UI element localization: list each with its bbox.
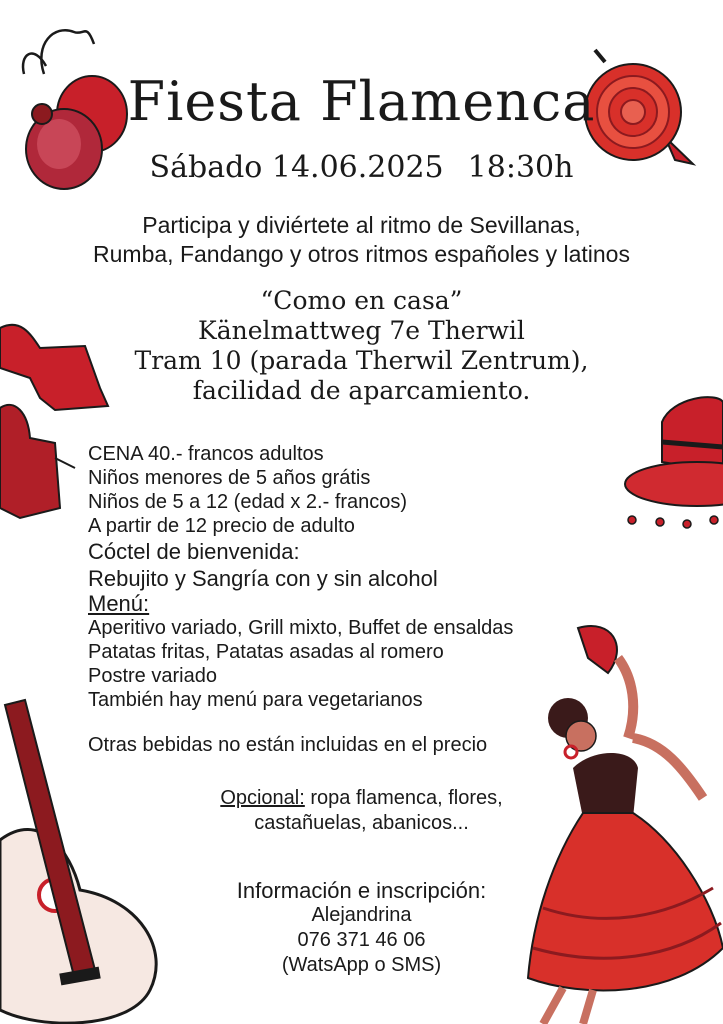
contact-name: Alejandrina [311, 904, 412, 926]
optional-items: ropa flamenca, flores, [304, 787, 503, 809]
flamenco-hat-icon [622, 392, 723, 532]
intro-line: Participa y diviértete al ritmo de Sevillanas, [142, 212, 581, 238]
cocktail-line: Rebujito y Sangría con y sin alcohol [88, 566, 438, 591]
menu-item: Postre variado [88, 665, 217, 687]
menu-item: Patatas fritas, Patatas asadas al romero [88, 641, 444, 663]
contact-block [0, 878, 723, 978]
venue-block [0, 286, 723, 406]
cocktail-label: Cóctel de bienvenida: [88, 539, 300, 564]
venue-address: Känelmattweg 7e Therwil [198, 316, 525, 345]
venue-tram: Tram 10 (parada Therwil Zentrum), [134, 346, 589, 375]
venue-name: “Como en casa” [260, 286, 463, 315]
event-title: Fiesta Flamenca [127, 70, 596, 133]
intro-line: Rumba, Fandango y otros ritmos españoles y latinos [93, 241, 630, 267]
event-date: Sábado 14.06.2025 [149, 150, 444, 185]
intro-text [0, 211, 723, 269]
adult-from12-line: A partir de 12 precio de adulto [88, 515, 355, 537]
menu-item: También hay menú para vegetarianos [88, 689, 423, 711]
drinks-note: Otras bebidas no están incluidas en el precio [88, 734, 488, 756]
menu-heading: Menú: [88, 591, 150, 616]
contact-phone: 076 371 46 06 [297, 929, 426, 951]
contact-channel: (WatsApp o SMS) [281, 954, 442, 976]
optional-line: castañuelas, abanicos... [254, 812, 469, 834]
contact-heading: Información e inscripción: [236, 878, 487, 903]
optional-block [0, 786, 723, 836]
menu-item: Aperitivo variado, Grill mixto, Buffet de ensaldas [88, 617, 514, 639]
optional-line [0, 786, 723, 811]
event-time: 18:30h [467, 150, 574, 185]
details-list [88, 442, 588, 712]
price-line: CENA 40.- francos adultos [88, 443, 324, 465]
event-datetime [0, 150, 723, 185]
optional-label: Opcional: [220, 787, 305, 809]
kids-under5-line: Niños menores de 5 años grátis [88, 467, 371, 489]
venue-parking: facilidad de aparcamiento. [192, 376, 531, 405]
kids-5-12-line: Niños de 5 a 12 (edad x 2.- francos) [88, 491, 408, 513]
